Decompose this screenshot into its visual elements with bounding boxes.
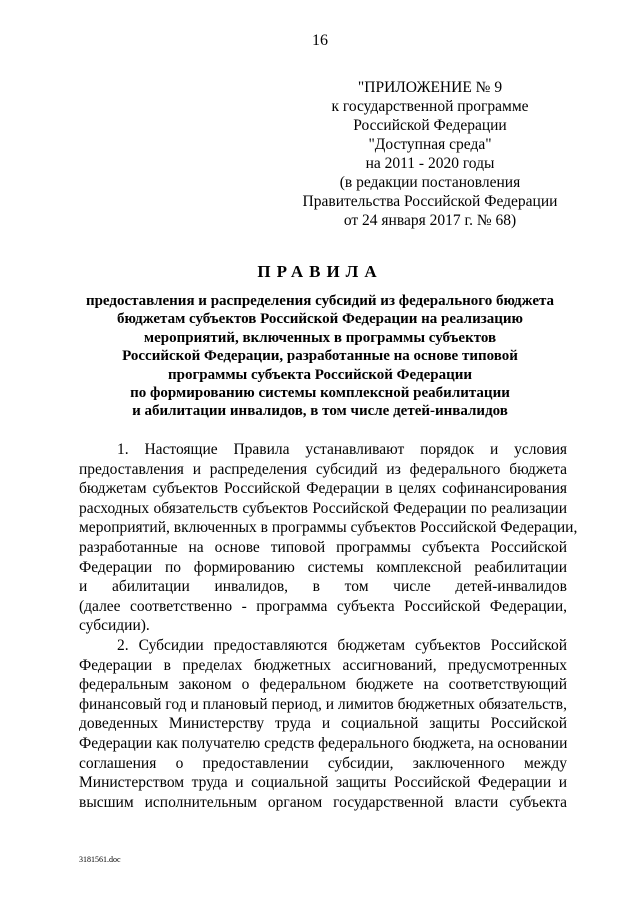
body-line: расходных обязательств субъектов Российской Федерации по реализации [79, 499, 567, 517]
body-line: доведенных Министерству труда и социальной защиты Российской [79, 715, 567, 733]
body-text [79, 440, 578, 812]
body-line: финансовый год и плановый период, и лимитов бюджетных обязательств, [79, 695, 567, 713]
document-subtitle [60, 292, 580, 421]
body-line: предоставления и распределения субсидий из федерального бюджета [79, 460, 567, 478]
body-line: Министерством труда и социальной защиты Российской Федерации и [79, 774, 567, 792]
body-line: мероприятий, включенных в программы субъектов Российской Федерации, [79, 519, 578, 537]
appendix-line: "Доступная среда" [368, 136, 492, 153]
body-line: 1. Настоящие Правила устанавливают порядок и условия [117, 441, 567, 458]
body-line: бюджетам субъектов Российской Федерации в целях софинансирования [79, 480, 567, 498]
appendix-line: на 2011 - 2020 годы [365, 155, 495, 172]
appendix-line: от 24 января 2017 г. № 68) [343, 212, 517, 229]
body-line: Федерации в пределах бюджетных ассигнований, предусмотренных [79, 656, 567, 674]
body-line: 2. Субсидии предоставляются бюджетам субъектов Российской [117, 636, 567, 654]
body-line: Федерации по формированию системы комплексной реабилитации [79, 558, 567, 576]
body-line: соглашения о предоставлении субсидии, заключенного между [79, 754, 567, 772]
subtitle-line: и абилитации инвалидов, в том числе детей-инвалидов [132, 403, 508, 420]
subtitle-line: мероприятий, включенных в программы субъектов [143, 329, 497, 346]
appendix-line: (в редакции постановления [339, 174, 521, 191]
subtitle-line: программы субъекта Российской Федерации [167, 366, 472, 383]
appendix-line: "ПРИЛОЖЕНИЕ № 9 [357, 79, 503, 96]
subtitle-line: Российской Федерации, разработанные на основе типовой [122, 348, 518, 365]
body-line: субсидии). [79, 617, 150, 635]
appendix-line: Правительства Российской Федерации [302, 193, 558, 210]
document-file-footer: 3181561.doc [79, 855, 121, 864]
body-line: (далее соответственно - программа субъекта Российской Федерации, [79, 597, 567, 615]
body-line: Федерации как получателю средств федерального бюджета, на основании [79, 734, 568, 752]
appendix-line: Российской Федерации [353, 117, 507, 134]
appendix-line: к государственной программе [331, 98, 529, 115]
body-line: высшим исполнительным органом государственной власти субъекта [79, 793, 567, 811]
body-line: разработанные на основе типовой программы субъекта Российской [79, 538, 567, 556]
document-title: ПРАВИЛА [257, 262, 383, 281]
page-number: 16 [312, 32, 328, 49]
appendix-header [300, 78, 560, 230]
body-line: федеральным законом о федеральном бюджете на соответствующий [79, 676, 567, 694]
subtitle-line: по формированию системы комплексной реабилитации [130, 385, 510, 402]
subtitle-line: предоставления и распределения субсидий из федерального бюджета [85, 293, 555, 309]
body-line: и абилитации инвалидов, в том числе детей-инвалидов [79, 578, 567, 596]
subtitle-line: бюджетам субъектов Российской Федерации на реализацию [117, 311, 523, 328]
